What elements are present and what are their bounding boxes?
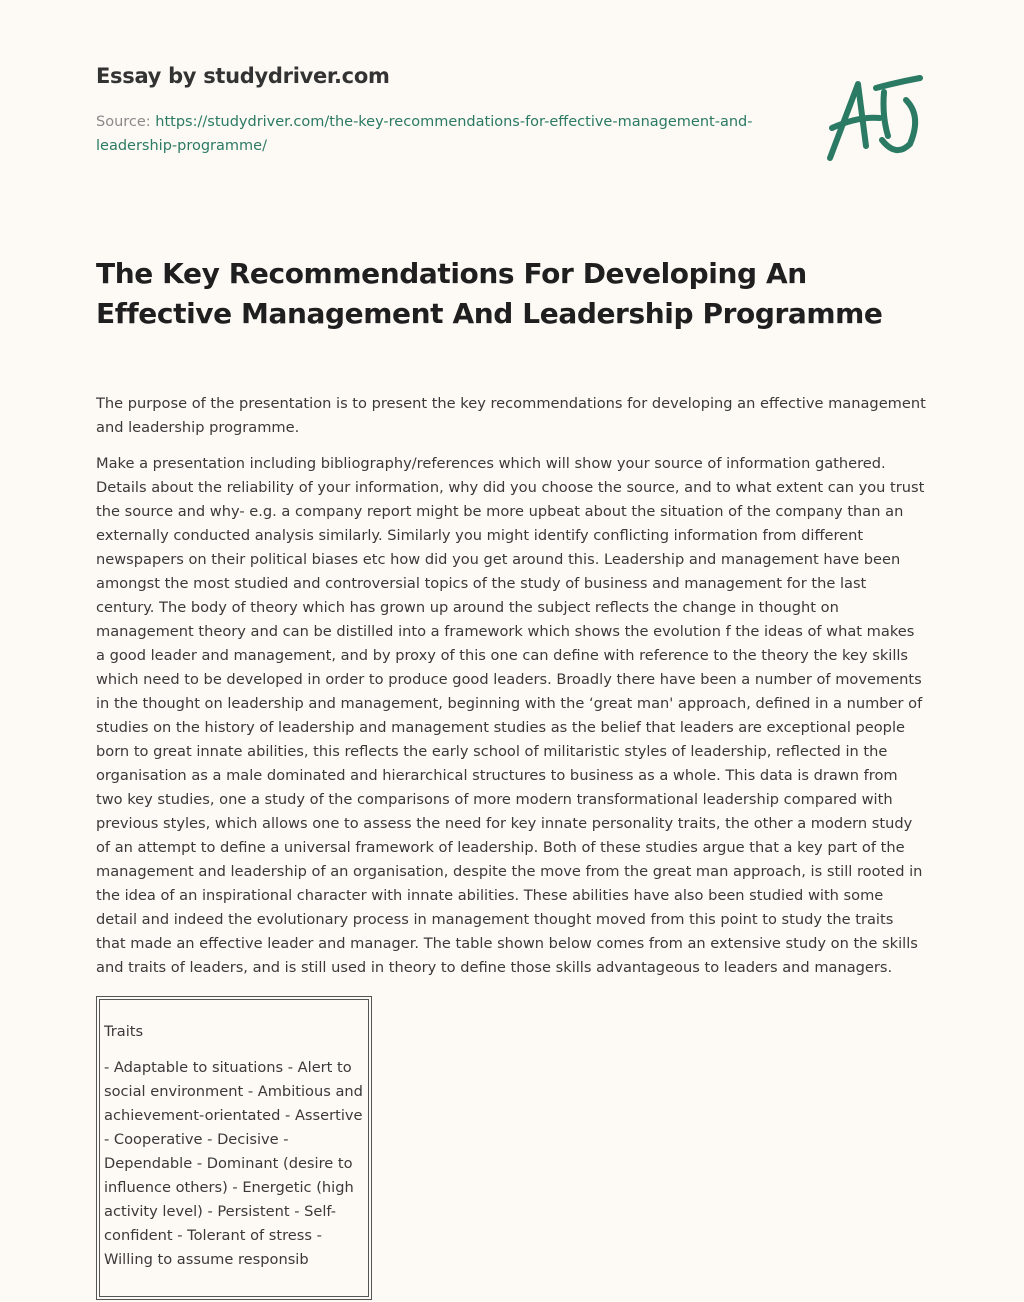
paragraph: Make a presentation including bibliography/references which will show your source of information gathered. Details about the reliability of your information, why did you choose the source, and to what extent can you trust the source and why- e.g. a company report might be more upbeat about the situation of the company than an externally conducted analysis similarly. Similarly you might identify conflicting information from different newspapers on their political biases etc how did you get around this. Leadership and management have been amongst the most studied and controversial topics of the study of business and management for the last century. The body of theory which has grown up around the subject reflects the change in thought on management theory and can be distilled into a framework which shows the evolution f the ideas of what makes a good leader and management, and by proxy of this one can define with reference to the theory the key skills which need to be developed in order to produce good leaders. Broadly there have been a number of movements in the thought on leadership and management, beginning with the ‘great man' approach, defined in a number of studies on the history of leadership and management studies as the belief that leaders are exceptional people born to great innate abilities, this reflects the early school of militaristic styles of leadership, reflected in the organisation as a male dominated and hierarchical structures to business as a whole. This data is drawn from two key studies, one a study of the comparisons of more modern transformational leadership compared with previous styles, which allows one to assess the need for key innate personality traits, the other a modern study of an attempt to define a universal framework of leadership. Both of these studies argue that a key part of the management and leadership of an organisation, despite the move from the great man approach, is still rooted in the idea of an inspirational character with innate abilities. These abilities have also been studied with some detail and indeed the evolutionary process in management thought moved from this point to study the traits that made an effective leader and manager. The table shown below comes from an extensive study on the skills and traits of leaders, and is still used in theory to define those skills advantageous to leaders and managers. [96, 455, 925, 976]
article-body [96, 392, 926, 992]
source-line [96, 110, 756, 158]
site-title: Essay by studydriver.com [96, 64, 390, 88]
traits-list: - Adaptable to situations - Alert to social environment - Ambitious and achievement-orientated - Assertive - Cooperative - Decisive - Dependable - Dominant (desire to influence others) - Energetic (high activity level) - Persistent - Self-confident - Tolerant of stress - Willing to assume responsib [104, 1059, 363, 1268]
paragraph: The purpose of the presentation is to present the key recommendations for developing an effective management and leadership programme. [96, 395, 926, 436]
source-link[interactable]: https://studydriver.com/the-key-recommendations-for-effective-management-and-leadership-programme/ [96, 114, 753, 154]
a-plus-logo-icon [818, 66, 928, 166]
traits-table [96, 996, 372, 1300]
article-title: The Key Recommendations For Developing An Effective Management And Leadership Programme [96, 257, 883, 330]
source-label: Source: [96, 114, 151, 130]
traits-cell [99, 999, 369, 1297]
traits-heading: Traits [104, 1023, 144, 1040]
